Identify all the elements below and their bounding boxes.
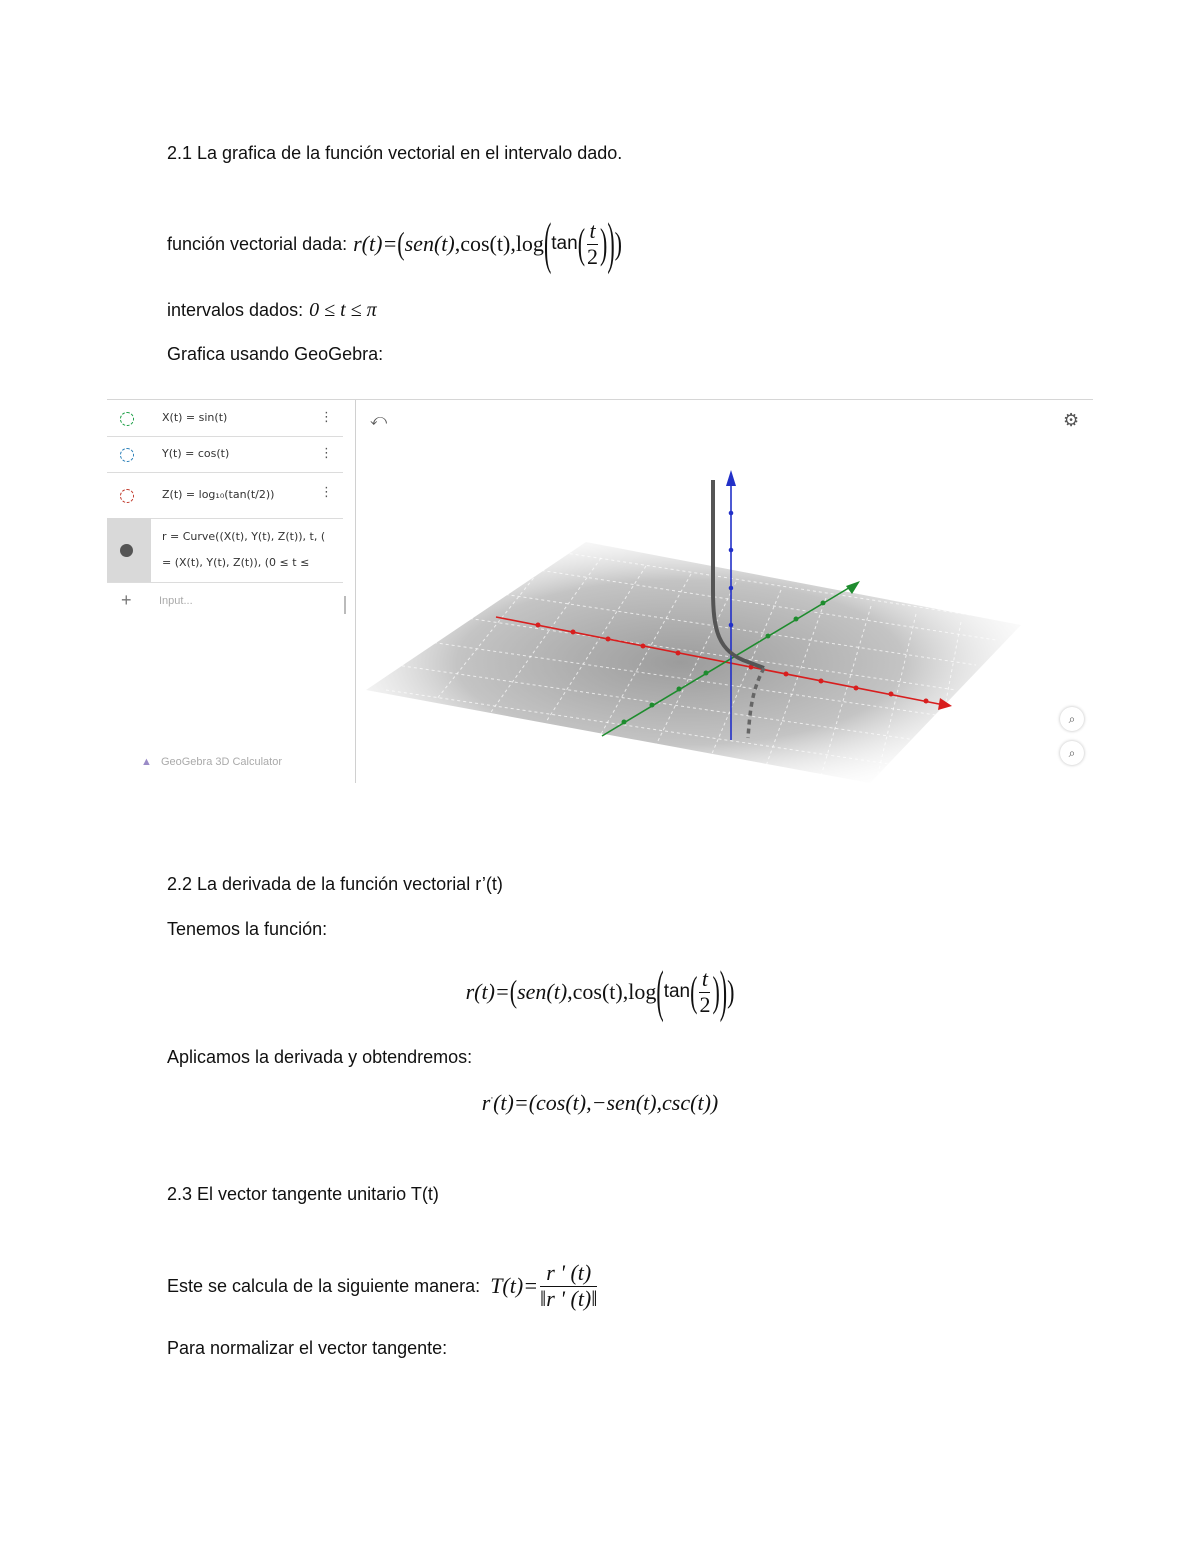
visibility-toggle-icon[interactable] [120,448,134,462]
tenemos-label: Tenemos la función: [167,919,328,939]
plot-3d[interactable] [356,400,1093,783]
visibility-toggle-icon[interactable] [120,544,133,557]
input-field[interactable]: Input... [159,595,193,607]
settings-icon[interactable]: ⚙ [1063,410,1080,430]
algebra-row-z[interactable] [107,472,343,519]
aplicamos-label: Aplicamos la derivada y obtendremos: [167,1047,473,1067]
algebra-expression-result: = (X(t), Y(t), Z(t)), (0 ≤ t ≤ [162,556,310,569]
algebra-expression: r = Curve((X(t), Y(t), Z(t)), t, ( [162,530,326,543]
geogebra-logo-icon: ▲ [141,756,152,768]
branding: ▲ GeoGebra 3D Calculator [141,756,283,768]
formula-sen: sen(t) [404,231,455,256]
fraction-t-over-2: $\frac{t}{2}$ [587,218,599,269]
algebra-input-row[interactable] [107,582,343,622]
zoom-in-icon[interactable]: ⌕ [1060,741,1084,765]
input-cursor [344,596,346,614]
algebra-expression: Z(t) = log₁₀(tan(t/2)) [162,488,275,501]
more-options-icon[interactable]: ⋮ [320,484,333,499]
algebra-row-x[interactable] [107,400,343,437]
visibility-toggle-icon[interactable] [120,489,134,503]
more-options-icon[interactable]: ⋮ [320,445,333,460]
tangent-definition-line [167,1254,599,1318]
function-label: función vectorial dada: [167,233,348,254]
formula-log: log [515,231,544,256]
section-2-2-heading: 2.2 La derivada de la función vectorial r’(t) [167,874,503,894]
z-axis-arrow-icon [726,470,736,486]
derivative-formula: r·(t)=(cos(t),−sen(t),csc(t)) [481,1090,719,1115]
centered-function-formula: r(t)= ( sen(t) , cos(t) , log ( tan ( $\frac{t}{2}$ ) ) ) [465,958,735,1024]
function-formula: r(t)= ( sen(t) , cos(t) , log ( tan ( $\frac{t}{2}$ ) ) ) [353,210,622,276]
formula-tan: tan [551,233,578,254]
fraction-t-over-2: $\frac{t}{2}$ [699,966,711,1017]
calc-label: Este se calcula de la siguiente manera: [167,1275,481,1296]
plus-icon[interactable]: + [121,590,132,610]
normalize-label: Para normalizar el vector tangente: [167,1338,448,1358]
graphics-3d-view[interactable] [356,400,1093,783]
algebra-row-curve[interactable] [107,518,343,583]
interval-label: intervalos dados: [167,300,304,320]
zoom-out-icon[interactable]: ⌕ [1060,707,1084,731]
tangent-fraction: $\frac{r ' (t)}{‖r ' (t)‖}$ [540,1260,598,1311]
graph-label: Grafica usando GeoGebra: [167,344,384,364]
undo-icon[interactable]: ⤺ [370,412,388,429]
geogebra-screenshot [107,399,1093,783]
tangent-formula: T(t)= $\frac{r ' (t)}{‖r ' (t)‖}$ [490,1260,598,1311]
section-2-1-heading: 2.1 La grafica de la función vectorial en el intervalo dado. [167,143,623,163]
interval-line [167,299,377,322]
more-options-icon[interactable]: ⋮ [320,409,333,424]
interval-expr: 0 ≤ t ≤ π [309,299,377,321]
algebra-view [107,400,356,783]
section-2-3-heading: 2.3 El vector tangente unitario T(t) [167,1184,439,1204]
formula-cos: cos(t) [460,231,511,256]
visibility-toggle-icon[interactable] [120,412,134,426]
formula-lhs: r(t)= [353,231,398,256]
algebra-row-y[interactable] [107,436,343,473]
function-given-line [167,210,622,276]
xy-plane [366,542,1021,783]
algebra-expression: X(t) = sin(t) [162,411,228,424]
algebra-expression: Y(t) = cos(t) [162,447,230,460]
